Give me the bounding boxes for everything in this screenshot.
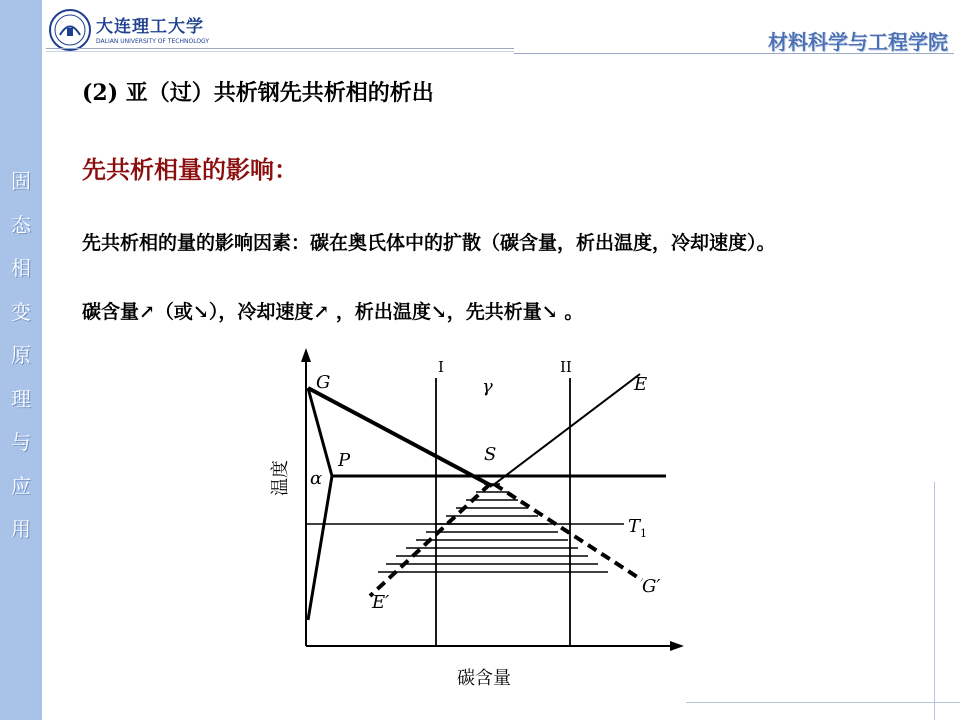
gp-line [308,388,332,476]
logo-english: DALIAN UNIVERSITY OF TECHNOLOGY [96,38,210,45]
sidebar-char: 变 [11,299,31,324]
header-divider [46,51,514,52]
hatched-region [378,484,608,572]
sidebar-title [0,160,42,552]
university-logo [46,6,276,52]
subheading: 先共析相量的影响： [82,155,298,184]
section-heading: (2) 亚（过）共析钢先共析相的析出 [82,80,434,106]
phase-diagram [240,334,685,720]
college-name: 材料科学与工程学院 [768,30,948,54]
label-gamma: γ [482,376,493,397]
se-line [492,374,640,486]
label-g-prime: G′ [642,576,661,597]
sidebar-char: 态 [11,212,31,237]
gs-line [308,388,492,486]
logo-name: 大连理工大学 [96,17,204,37]
decorative-line [686,702,960,703]
sidebar-char: 相 [11,256,31,280]
label-t1: $T_1$ [628,516,648,540]
label-e: E [634,374,648,395]
header-divider [46,48,514,49]
sidebar-char: 理 [11,386,31,411]
sidebar-char: 用 [11,517,31,541]
paragraph: 碳含量↗（或↘），冷却速度↗ ，析出温度↘，先共析量↘ 。 [82,301,584,323]
university-seal-icon [48,8,92,52]
sidebar-char: 原 [11,343,31,367]
decorative-line [934,482,935,720]
label-p: P [338,450,351,471]
sidebar-char: 应 [11,473,31,498]
paragraph: 先共析相的量的影响因素：碳在奥氏体中的扩散（碳含量，析出温度，冷却速度）。 [82,232,776,254]
label-g: G [316,372,331,393]
label-alpha: α [310,468,323,489]
sidebar [0,0,42,720]
sidebar-char: 固 [11,169,31,193]
x-axis-label: 碳含量 [457,668,511,689]
x-axis-arrow [670,641,684,651]
sidebar-char: 与 [11,430,31,454]
y-axis-arrow [301,348,311,362]
label-s: S [484,444,497,465]
label-line-2: II [560,358,572,376]
label-e-prime: E′ [372,592,390,613]
alpha-boundary [308,476,332,620]
label-line-1: I [438,358,444,376]
y-axis-label: 温度 [270,460,291,496]
